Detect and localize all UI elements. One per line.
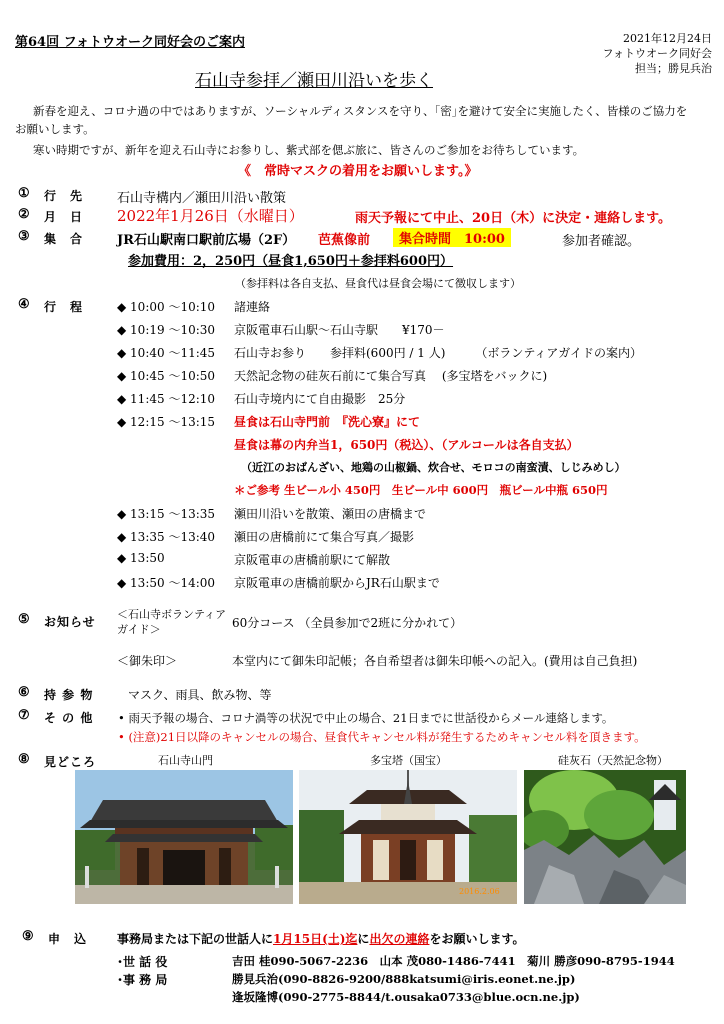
mask-notice: 《 常時マスクの着用をお願いします。》 [238, 164, 478, 179]
apply-pre: 事務局または下記の世話人に [117, 932, 274, 946]
schedule-desc: 諸連絡 [234, 300, 271, 314]
office-contact-1: 勝見兵治(090-8826-9200/888katsumi@iris.eonet.ne.jp) [232, 972, 576, 986]
schedule-desc: 天然記念物の硅灰石前にて集合写真 (多宝塔をバックに) [234, 369, 548, 383]
guide-value: 60分コース （全員参加で2班に分かれて） [232, 616, 463, 630]
section-7-number: ⑦ [18, 708, 30, 723]
section-3-number: ③ [18, 229, 30, 244]
section-8-label: 見どころ [44, 755, 97, 769]
intro-line-3: 寒い時期ですが、新年を迎え石山寺にお参りし、紫式部を偲ぶ旅に、皆さんのご参加をお待ちしています。 [33, 143, 585, 157]
meeting-place: JR石山駅南口駅前広場（2F） [117, 233, 296, 248]
rain-note: 雨天予報にて中止、20日（木）に決定・連絡します。 [355, 211, 672, 226]
office-label: ･事 務 局 [117, 973, 168, 987]
schedule-desc: 昼食は石山寺門前 『洗心寮』にて [234, 415, 421, 429]
photo-caption-gate: 石山寺山門 [158, 754, 213, 767]
main-title: 石山寺参拝／瀬田川沿いを歩く [195, 71, 433, 91]
schedule-time: ◆ 10:00 ～10:10 [117, 300, 216, 314]
section-9-number: ⑨ [22, 929, 34, 944]
schedule-time: ◆ 10:45 ～10:50 [117, 369, 216, 383]
schedule-time: ◆ 13:15 ～13:35 [117, 507, 216, 521]
goshuin-value: 本堂内にて御朱印記帳；各自希望者は御朱印帳への記入。(費用は自己負担) [232, 654, 638, 668]
intro-line-2: お願いします。 [15, 122, 95, 136]
organization: フォトウオーク同好会 [602, 47, 712, 60]
schedule-desc: 石山寺境内にて自由撮影 25分 [234, 392, 406, 406]
photo-caption-rock: 硅灰石（天然記念物） [558, 754, 668, 767]
issue-date: 2021年12月24日 [623, 32, 712, 45]
header-meta [603, 31, 712, 76]
apply-instruction [117, 930, 525, 947]
section-2-number: ② [18, 207, 30, 222]
photo-temple-gate [75, 770, 293, 904]
contact-person: 担当；勝見兵治 [635, 62, 712, 75]
section-2-label: 月 日 [44, 210, 84, 224]
section-4-number: ④ [18, 297, 30, 312]
apply-deadline: 1月15日(土)迄 [273, 932, 358, 946]
lunch-menu: （近江のおばんざい、地鶏の山椒鍋、炊合せ、モロコの南蛮漬、しじみめし） [241, 461, 626, 474]
destination: 石山寺構内／瀬田川沿い散策 [117, 191, 287, 206]
schedule-time: ◆ 11:45 ～12:10 [117, 392, 216, 406]
apply-reply: 出欠の連絡 [369, 932, 430, 946]
schedule-desc: 瀬田川沿いを散策、瀬田の唐橋まで [234, 507, 427, 521]
schedule-time: ◆ 10:19 ～10:30 [117, 323, 216, 337]
schedule-time: ◆ 10:40 ～11:45 [117, 346, 216, 360]
apply-mid: に [357, 932, 370, 946]
fee-note: （参拝料は各自支払、昼食代は昼食会場にて徴収します） [235, 277, 521, 290]
schedule-time: ◆ 13:35 ～13:40 [117, 530, 216, 544]
beer-prices: ＊ご参考 生ビール小 450円 生ビール中 600円 瓶ビール中瓶 650円 [234, 483, 608, 497]
guide-label: ＜石山寺ボランティア [117, 608, 227, 621]
lunch-detail: 昼食は幕の内弁当1，650円（税込）、（アルコールは各自支払） [234, 438, 579, 452]
goshuin-label: ＜御朱印＞ [117, 654, 178, 668]
section-6-number: ⑥ [18, 685, 30, 700]
section-6-label: 持 参 物 [44, 688, 94, 702]
section-8-number: ⑧ [18, 752, 30, 767]
section-3-label: 集 合 [44, 232, 84, 246]
other-note-1: • 雨天予報の場合、コロナ渦等の状況で中止の場合、21日までに世話役からメール連絡します。 [118, 711, 614, 725]
meeting-time: 集合時間 10:00 [393, 228, 511, 247]
section-5-label: お知らせ [44, 615, 96, 629]
photo-caption-pagoda: 多宝塔（国宝） [370, 754, 447, 767]
meeting-spot: 芭蕉像前 [318, 233, 371, 248]
attendance-check: 参加者確認。 [562, 234, 641, 249]
participation-fee: 参加費用：2，250円（昼食1,650円＋参拝料600円） [128, 254, 454, 269]
schedule-time: ◆ 12:15 ～13:15 [117, 415, 216, 429]
section-5-number: ⑤ [18, 612, 30, 627]
apply-post: をお願いします。 [429, 932, 525, 946]
schedule-desc: 京阪電車石山駅～石山寺駅 ¥170－ [234, 323, 445, 337]
organizers-label: ･世 話 役 [117, 955, 168, 969]
page-heading: 第64回 フォトウオーク同好会のご案内 [15, 35, 245, 50]
section-4-label: 行 程 [44, 300, 84, 314]
schedule-time: ◆ 13:50 ～14:00 [117, 576, 216, 590]
schedule-desc: 石山寺お参り 参拝料(600円 / 1 人) （ボランティアガイドの案内） [234, 346, 642, 360]
schedule-desc: 京阪電車の唐橋前駅からJR石山駅まで [234, 576, 440, 590]
schedule-desc: 瀬田の唐橋前にて集合写真／撮影 [234, 530, 415, 544]
event-date: 2022年1月26日（水曜日） [117, 207, 304, 225]
photo-date-stamp: 2016.2.06 [459, 887, 500, 896]
section-1-number: ① [18, 186, 30, 201]
section-1-label: 行 先 [44, 189, 84, 203]
schedule-time: ◆ 13:50 [117, 551, 165, 565]
items-to-bring: マスク、雨具、飲み物、等 [128, 688, 272, 702]
office-contact-2: 逢坂隆博(090-2775-8844/t.ousaka0733@blue.ocn.ne.jp) [232, 990, 580, 1004]
organizers-contacts: 吉田 桂090-5067-2236 山本 茂080-1486-7441 菊川 勝彦090-8795-1944 [232, 954, 675, 968]
section-7-label: そ の 他 [44, 711, 94, 725]
photo-pagoda [299, 770, 517, 904]
guide-label-2: ガイド＞ [117, 623, 161, 636]
other-note-2: • (注意)21日以降のキャンセルの場合、昼食代キャンセル料が発生するためキャンセル料を頂きます。 [118, 730, 646, 744]
photo-rock [524, 770, 686, 904]
schedule-desc: 京阪電車の唐橋前駅にて解散 [234, 553, 391, 567]
section-9-label: 申 込 [48, 932, 88, 946]
intro-line-1: 新春を迎え、コロナ過の中ではありますが、ソーシャルディスタンスを守り、｢密｣を避けて安全に実施したく、皆様のご協力を [33, 104, 688, 118]
